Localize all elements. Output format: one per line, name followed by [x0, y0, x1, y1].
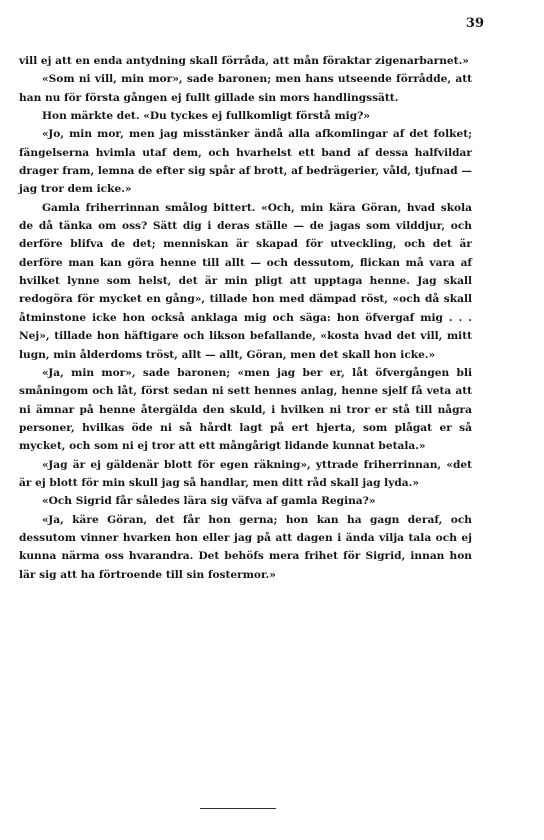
- paragraph: «Som ni vill, min mor», sade baronen; men hans utseende förrådde, att han nu för första gången ej fullt gillade sin mors handlingssätt.: [19, 73, 472, 104]
- paragraph: «Jag är ej gäldenär blott för egen räkning», yttrade friherrinnan, «det är ej blott för min skull jag så handlar, men ditt råd skall jag lyda.»: [19, 458, 472, 489]
- paragraph: vill ej att en enda antydning skall förråda, att mån föraktar zigenarbarnet.»: [19, 55, 469, 67]
- paragraph: «Ja, min mor», sade baronen; «men jag ber er, låt öfvergången bli småningom och låt, först sedan ni sett hennes anlag, henne sjelf få veta att ni ämnar på henne återgälda den skuld, i hvilken ni tror er stå till några personer, hvilkas öde ni så hårdt lagt på ert hjerta, som plågat er så mycket, och som ni ej tror att ett mångårigt lidande kunnat betala.»: [19, 366, 472, 453]
- page-number: 39: [465, 16, 484, 31]
- paragraph: Gamla friherrinnan smålog bittert. «Och, min kära Göran, hvad skola de då tänka om oss? Sätt dig i deras ställe — de jagas som vilddjur, och derföre blifva de det; menniskan är skapad för utveckling, och det är derföre man kan göra henne till allt — och dessutom, flickan må vara af hvilket lynne som helst, det är min pligt att upptaga henne. Jag skall redogöra för mycket en gång», tillade hon med dämpad röst, «och då skall åtminstone icke hon också anklaga mig och säga: hon öfvergaf mig . . . Nej», tillade hon häftigare och likson befallande, «kosta hvad det vill, mitt lugn, min ålderdoms tröst, allt — allt, Göran, men det skall hon icke.»: [19, 201, 472, 361]
- body-text: [19, 52, 472, 584]
- footer-divider: [200, 808, 276, 809]
- paragraph: «Ja, käre Göran, det får hon gerna; hon kan ha gagn deraf, och dessutom vinner hvarken hon eller jag på att dagen i ända vilja tala och ej kunna närma oss hvarandra. Det behöfs mera frihet för Sigrid, innan hon lär sig att ha förtroende till sin fostermor.»: [19, 513, 472, 581]
- paragraph: Hon märkte det. «Du tyckes ej fullkomligt förstå mig?»: [42, 110, 370, 123]
- paragraph: «Jo, min mor, men jag misstänker ändå alla afkomlingar af det folket; fängelserna hvimla utaf dem, och hvarhelst ett band af dessa halfvildar drager fram, lemna de efter sig spår af brott, af bedrägerier, våld, tjufnad — jag tror dem icke.»: [19, 128, 472, 196]
- paragraph: «Och Sigrid får således lära sig väfva af gamla Regina?»: [42, 495, 376, 508]
